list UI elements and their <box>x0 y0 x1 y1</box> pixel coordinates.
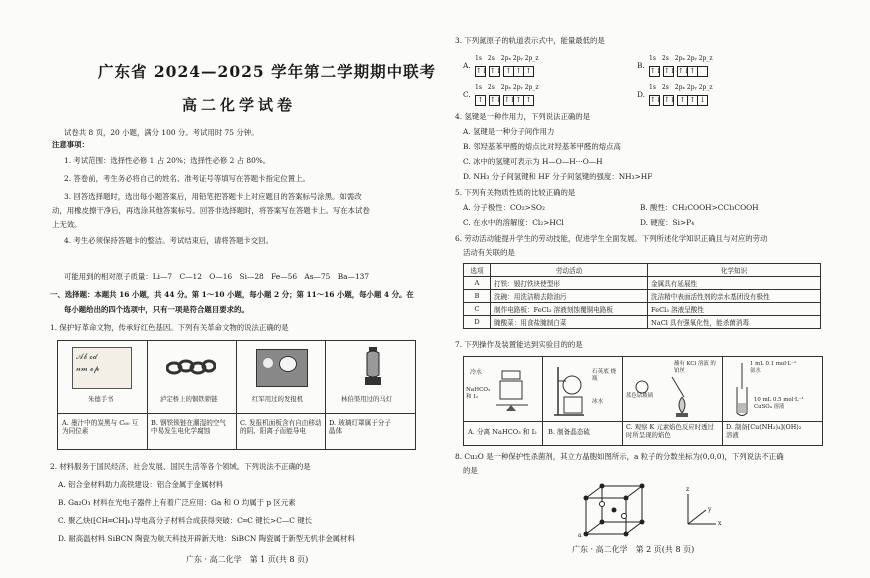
q1-option-d: D. 玻璃灯罩属于分子 晶体 <box>329 419 391 436</box>
table-cell: C <box>464 303 491 316</box>
q7-stem: 7. 下列操作及装置能达到实验目的的是 <box>455 340 583 349</box>
table-cell: FeCl₃ 溶液呈酸性 <box>648 303 821 316</box>
q3-label-b: B. <box>637 61 645 70</box>
section1-heading-cont: 每小题给出的四个选项中，只有一项是符合题目要求的。 <box>64 305 249 314</box>
table-row <box>464 316 821 329</box>
note-4: 4. 考生必须保持答题卡的整洁。考试结束后，请将答题卡交回。 <box>64 236 273 245</box>
q4-stem: 4. 氢键是一种作用力，下列说法正确的是 <box>455 112 591 121</box>
q2-option-a: A. 铝合金材料助力高铁建设：铝合金属于金属材料 <box>58 480 224 489</box>
note-3-cont: 动，用橡皮擦干净后，再选涂其他答案标号。回答非选择题时，将答案写在答题卡上。写在本试卷 <box>52 206 370 215</box>
q5-option-b: B. 酸性：CH₂COOH>CCl₃COOH <box>640 203 759 212</box>
table-header: 化学知识 <box>648 264 821 277</box>
exam-subtitle: 高二化学试卷 <box>182 96 297 114</box>
axis-z: z <box>686 486 690 493</box>
table-cell: 金属具有延展性 <box>648 277 821 290</box>
section1-heading: 一、选择题：本题共 16 小题，共 44 分。第 1～10 小题，每小题 2 分；第 11～16 小题，每小题 4 分。在 <box>50 290 414 299</box>
caption-4: 林伯渠用过的马灯 <box>341 395 393 403</box>
left-footer: 广东 · 高二化学 第 1 页(共 8 页) <box>186 555 309 564</box>
sublimation-apparatus <box>494 365 534 417</box>
note-3: 3. 回答选择题时，选出每小题答案后，用铅笔把答题卡上对应题目的答案标号涂黑。如需改 <box>64 192 362 201</box>
orbital-heads-b: 1s 2s 2pₓ 2pᵧ 2p_z <box>649 55 713 62</box>
exam-title: 广东省 2024—2025 学年第二学期期中联考 <box>98 62 437 81</box>
atom-a-label: a <box>578 532 582 539</box>
q2-option-c: C. 聚乙炔(⁅CH═CH⁆ₙ)导电高分子材料合成获得突破：C═C 键长>C—C 键长 <box>58 516 313 525</box>
table-cell: 腌酸菜：用食盐腌制白菜 <box>491 316 648 329</box>
label-cold-water: 冷水 <box>470 369 483 376</box>
q1-option-b: B. 钢铁锁链在潮湿的空气 中易发生电化学腐蚀 <box>151 419 226 436</box>
atomic-mass: 可能用到的相对原子质量：Li—7 C—12 O—16 Si—28 Fe—56 As—75 Ba—137 <box>64 272 370 281</box>
q1-option-a: A. 墨汁中的炭黑与 C₆₀ 互 为同位素 <box>62 419 139 436</box>
q4-option-c: C. 冰中的氢键可表示为 H—O—H···O—H <box>463 157 603 166</box>
q7-option-d: D. 制备[Cu(NH₃)₄](OH)₂ 溶液 <box>726 423 802 439</box>
caption-3: 红军用过的发报机 <box>252 395 304 403</box>
q6-table <box>463 263 821 329</box>
caption-2: 泸定桥上的铜铁锁链 <box>160 395 218 403</box>
q2-stem: 2. 材料服务于国民经济、社会发展、国民生活等各个领域。下列说法不正确的是 <box>50 462 311 471</box>
lantern-image <box>363 345 383 387</box>
table-header: 劳动活动 <box>491 264 648 277</box>
table-cell: D <box>464 316 491 329</box>
table-cell: 制作电路板：FeCl₃ 溶液刻蚀覆铜电路板 <box>491 303 648 316</box>
label-quartz-flask: 石英底 烧瓶 <box>592 369 617 382</box>
exam-intro: 试卷共 8 页，20 小题，满分 100 分。考试用时 75 分钟。 <box>64 128 259 137</box>
q4-option-b: B. 邻羟基苯甲醛的熔点比对羟基苯甲醛的熔点高 <box>463 142 621 151</box>
q3-label-d: D. <box>637 90 646 99</box>
table-cell: 洗碗：用洗洁精去除油污 <box>491 290 648 303</box>
orbital-c: ↑ ↑↓ ↑↓↑ ↑ <box>475 90 533 109</box>
q5-option-d: D. 硬度：Si>P₄ <box>640 218 695 227</box>
q7-option-a: A. 分离 NaHCO₃ 和 I₂ <box>468 428 537 436</box>
label-kcl-wire: 蘸有 KCl 溶液 的铂丝 <box>674 361 716 374</box>
q1-figure <box>57 340 416 450</box>
orbital-b: ↑↓ ↑↓ ↑↓↑ <box>649 61 707 80</box>
radio-image <box>256 349 308 387</box>
note-1: 1. 考试范围：选择性必修 1 占 20%；选择性必修 2 占 80%。 <box>64 156 271 165</box>
q3-label-c: C. <box>463 90 471 99</box>
notice-heading: 注意事项： <box>52 140 89 149</box>
table-header-row <box>464 264 821 277</box>
q5-stem: 5. 下列有关物质性质的比较正确的是 <box>455 188 576 197</box>
label-nahco3-i2: NaHCO₃ 和 I₂ <box>466 387 491 400</box>
q8-stem-cont: 的是 <box>463 466 478 475</box>
note-2: 2. 答卷前，考生务必将自己的姓名、准考证号等填写在答题卡指定位置上。 <box>64 174 310 183</box>
q4-option-d: D. NH₃ 分子间氢键和 HF 分子间氢键的强度：NH₃>HF <box>463 172 653 181</box>
axes-diagram <box>680 490 720 532</box>
q2-option-b: B. Ga₂O₃ 材料在光电子器件上有着广泛应用：Ga 和 O 均属于 p 区元素 <box>58 498 296 507</box>
q7-option-b: B. 制备晶态硫 <box>548 428 591 436</box>
table-row <box>464 277 821 290</box>
q6-stem-cont: 活动有关联的是 <box>463 248 515 257</box>
q8-stem: 8. Cu₂O 是一种保护性杀菌剂，其立方晶胞如图所示，a 粒子的分数坐标为(0,0,0)，下列说法不正确 <box>455 452 784 461</box>
orbital-a: ↑↓ ↑↓ ↑ ↑ ↑ <box>475 61 533 80</box>
unit-cell-diagram <box>580 482 650 538</box>
crystallization-apparatus <box>552 363 588 419</box>
axis-y: y <box>708 506 712 513</box>
orbital-heads-d: 1s 2s 2pₓ 2pᵧ 2p_z <box>649 84 713 91</box>
label-ice-water: 冰水 <box>592 399 604 405</box>
label-cuso4: 10 mL 0.5 mol·L⁻¹ CuSO₄ 溶液 <box>754 397 804 410</box>
q7-option-c: C. 观察 K 元素焰色反应时透过 时所呈现的焰色 <box>626 423 714 439</box>
orbital-d: ↑↓ ↑↓ ↑ ↑ ↓ <box>649 90 707 109</box>
label-ammonia: 1 mL 0.1 mol·L⁻¹ 氨水 <box>750 361 797 374</box>
q7-figure <box>463 356 823 446</box>
chain-image <box>166 353 216 383</box>
caption-1: 朱德手书 <box>88 395 114 403</box>
table-cell: B <box>464 290 491 303</box>
q5-option-c: C. 在水中的溶解度：Cl₂>HCl <box>463 218 564 227</box>
note-3-end: 上无效。 <box>52 220 82 229</box>
orbital-heads-c: 1s 2s 2pₓ 2pᵧ 2p_z <box>475 84 539 91</box>
label-cobalt-glass: 蓝色钴玻璃 <box>626 393 653 399</box>
table-header: 选项 <box>464 264 491 277</box>
orbital-heads-a: 1s 2s 2pₓ 2pᵧ 2p_z <box>475 55 539 62</box>
axis-x: x <box>718 520 722 527</box>
table-cell: 打铁：锻打铁块使型形 <box>491 277 648 290</box>
q5-option-a: A. 分子极性：CO₂>SO₂ <box>463 203 545 212</box>
q3-orbital-options <box>463 52 823 104</box>
q6-stem: 6. 劳动活动能提升学生的劳动技能，促进学生全面发展。下列所述化学知识正确且与对应的劳动 <box>455 234 768 243</box>
q3-stem: 3. 下列氮原子的轨道表示式中，能量最低的是 <box>455 36 605 45</box>
right-footer: 广东 · 高二化学 第 2 页(共 8 页) <box>572 545 695 554</box>
q1-option-c: C. 发报机面板含有自由移动 的阴、阳离子而能导电 <box>240 419 322 436</box>
test-tube-apparatus <box>732 363 752 419</box>
table-row <box>464 290 821 303</box>
table-row <box>464 303 821 316</box>
table-cell: NaCl 具有强氧化性，能杀菌消毒 <box>648 316 821 329</box>
q4-option-a: A. 氢键是一种分子间作用力 <box>463 127 555 136</box>
table-cell: A <box>464 277 491 290</box>
q1-stem: 1. 保护好革命文物，传承好红色基因。下列有关革命文物的说法正确的是 <box>50 323 289 332</box>
calligraphy-image: 𝒜𝒷 𝒸𝒹 𝓃𝓂 ℴ𝓅 <box>72 347 132 389</box>
q2-option-d: D. 耐高温材料 SiBCN 陶瓷为航天科技开辟新天地：SiBCN 陶瓷属于新型无机非金属材料 <box>58 534 355 543</box>
table-cell: 洗洁精中表面活性剂的亲水基团没有极性 <box>648 290 821 303</box>
q3-label-a: A. <box>463 61 471 70</box>
